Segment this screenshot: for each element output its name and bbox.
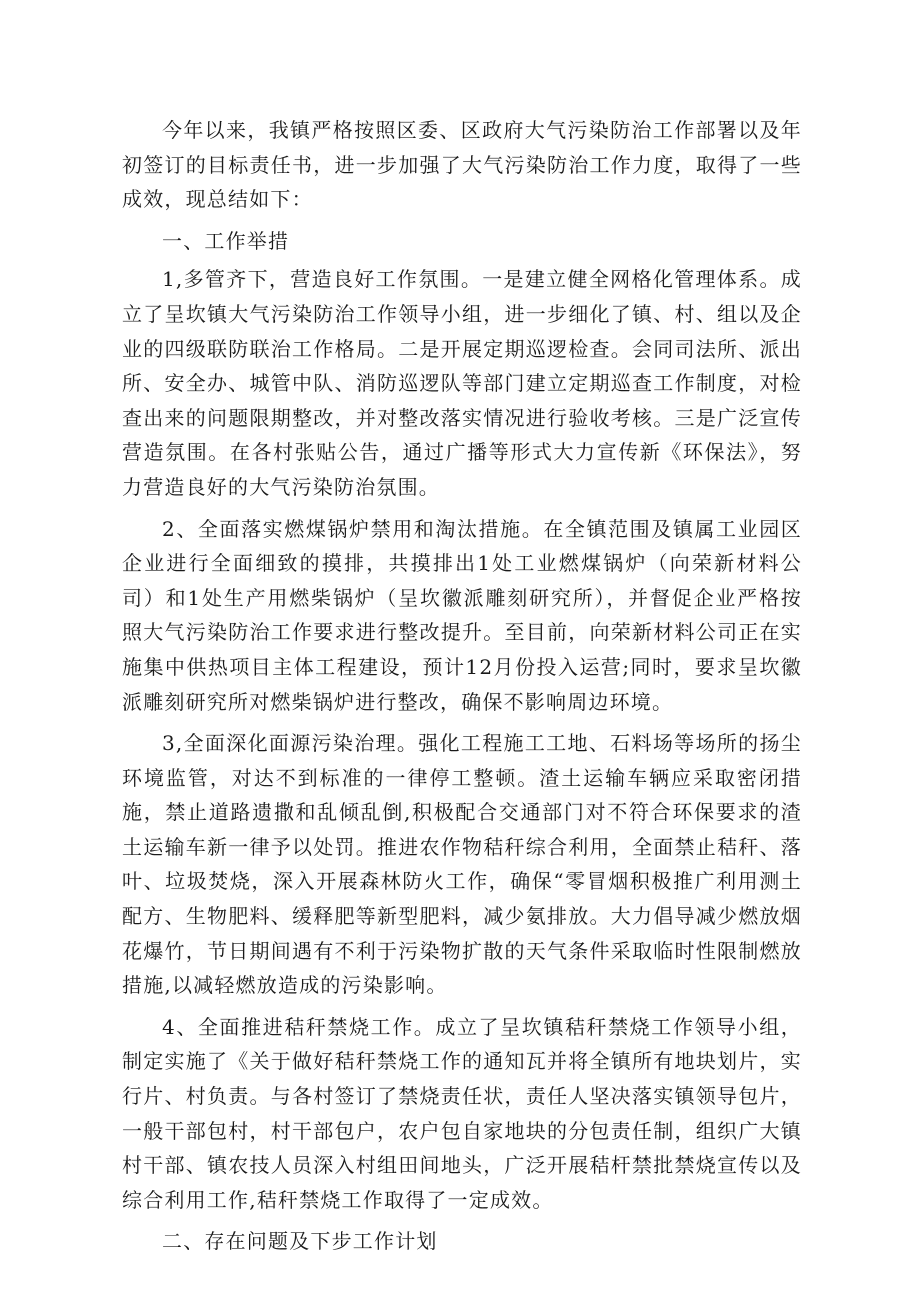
document-body [122,113,802,1263]
paragraph-item-4: 4、全面推进秸秆禁烧工作。成立了呈坎镇秸秆禁烧工作领导小组，制定实施了《关于做好秸秆禁烧工作的通知瓦并将全镇所有地块划片，实行片、村负责。与各村签订了禁烧责任状，责任人坚决落实镇领导包片，一般干部包村，村干部包户，农户包自家地块的分包责任制，组织广大镇村干部、镇农技人员深入村组田间地头，广泛开展秸杆禁批禁烧宣传以及综合利用工作,秸秆禁烧工作取得了一定成效。 [122,1014,802,1212]
paragraph-item-3: 3,全面深化面源污染治理。强化工程施工工地、石料场等场所的扬尘环境监管，对达不到标准的一律停工整顿。渣土运输车辆应采取密闭措施，禁止道路遗撒和乱倾乱倒,积极配合交通部门对不符合环保要求的渣土运输车新一律予以处罚。推进农作物秸秆综合利用，全面禁止秸秆、落叶、垃圾焚烧，深入开展森林防火工作，确保“零冒烟积极推广利用测土配方、生物肥料、缓释肥等新型肥料，减少氨排放。大力倡导减少燃放烟花爆竹，节日期间遇有不利于污染物扩散的天气条件采取临时性限制燃放措施,以减轻燃放造成的污染影响。 [122,731,802,998]
section-heading-measures: 一、工作举措 [162,228,290,253]
section-heading-problems: 二、存在问题及下步工作计划 [162,1229,438,1254]
paragraph-item-1: 1,多管齐下，营造良好工作氛围。一是建立健全网格化管理体系。成立了呈坎镇大气污染防治工作领导小组，进一步细化了镇、村、组以及企业的四级联防联治工作格局。二是开展定期巡逻检查。会同司法所、派出所、安全办、城管中队、消防巡逻队等部门建立定期巡查工作制度，对检查出来的问题限期整改，并对整改落实情况进行验收考核。三是广泛宣传营造氛围。在各村张贴公告，通过广播等形式大力宣传新《环保法》，努力营造良好的大气污染防治氛围。 [122,267,802,499]
paragraph-item-2: 2、全面落实燃煤锅炉禁用和淘汰措施。在全镇范围及镇属工业园区企业进行全面细致的摸排，共摸排出1处工业燃煤锅炉（向荣新材料公司）和1处生产用燃柴锅炉（呈坎徽派雕刻研究所），并督促企业严格按照大气污染防治工作要求进行整改提升。至目前，向荣新材料公司正在实施集中供热项目主体工程建设，预计12月份投入运营;同时，要求呈坎徽派雕刻研究所对燃柴锅炉进行整改，确保不影响周边环境。 [122,516,802,714]
intro-paragraph: 今年以来，我镇严格按照区委、区政府大气污染防治工作部署以及年初签订的目标责任书，进一步加强了大气污染防治工作力度，取得了一些成效，现总结如下： [122,118,802,212]
